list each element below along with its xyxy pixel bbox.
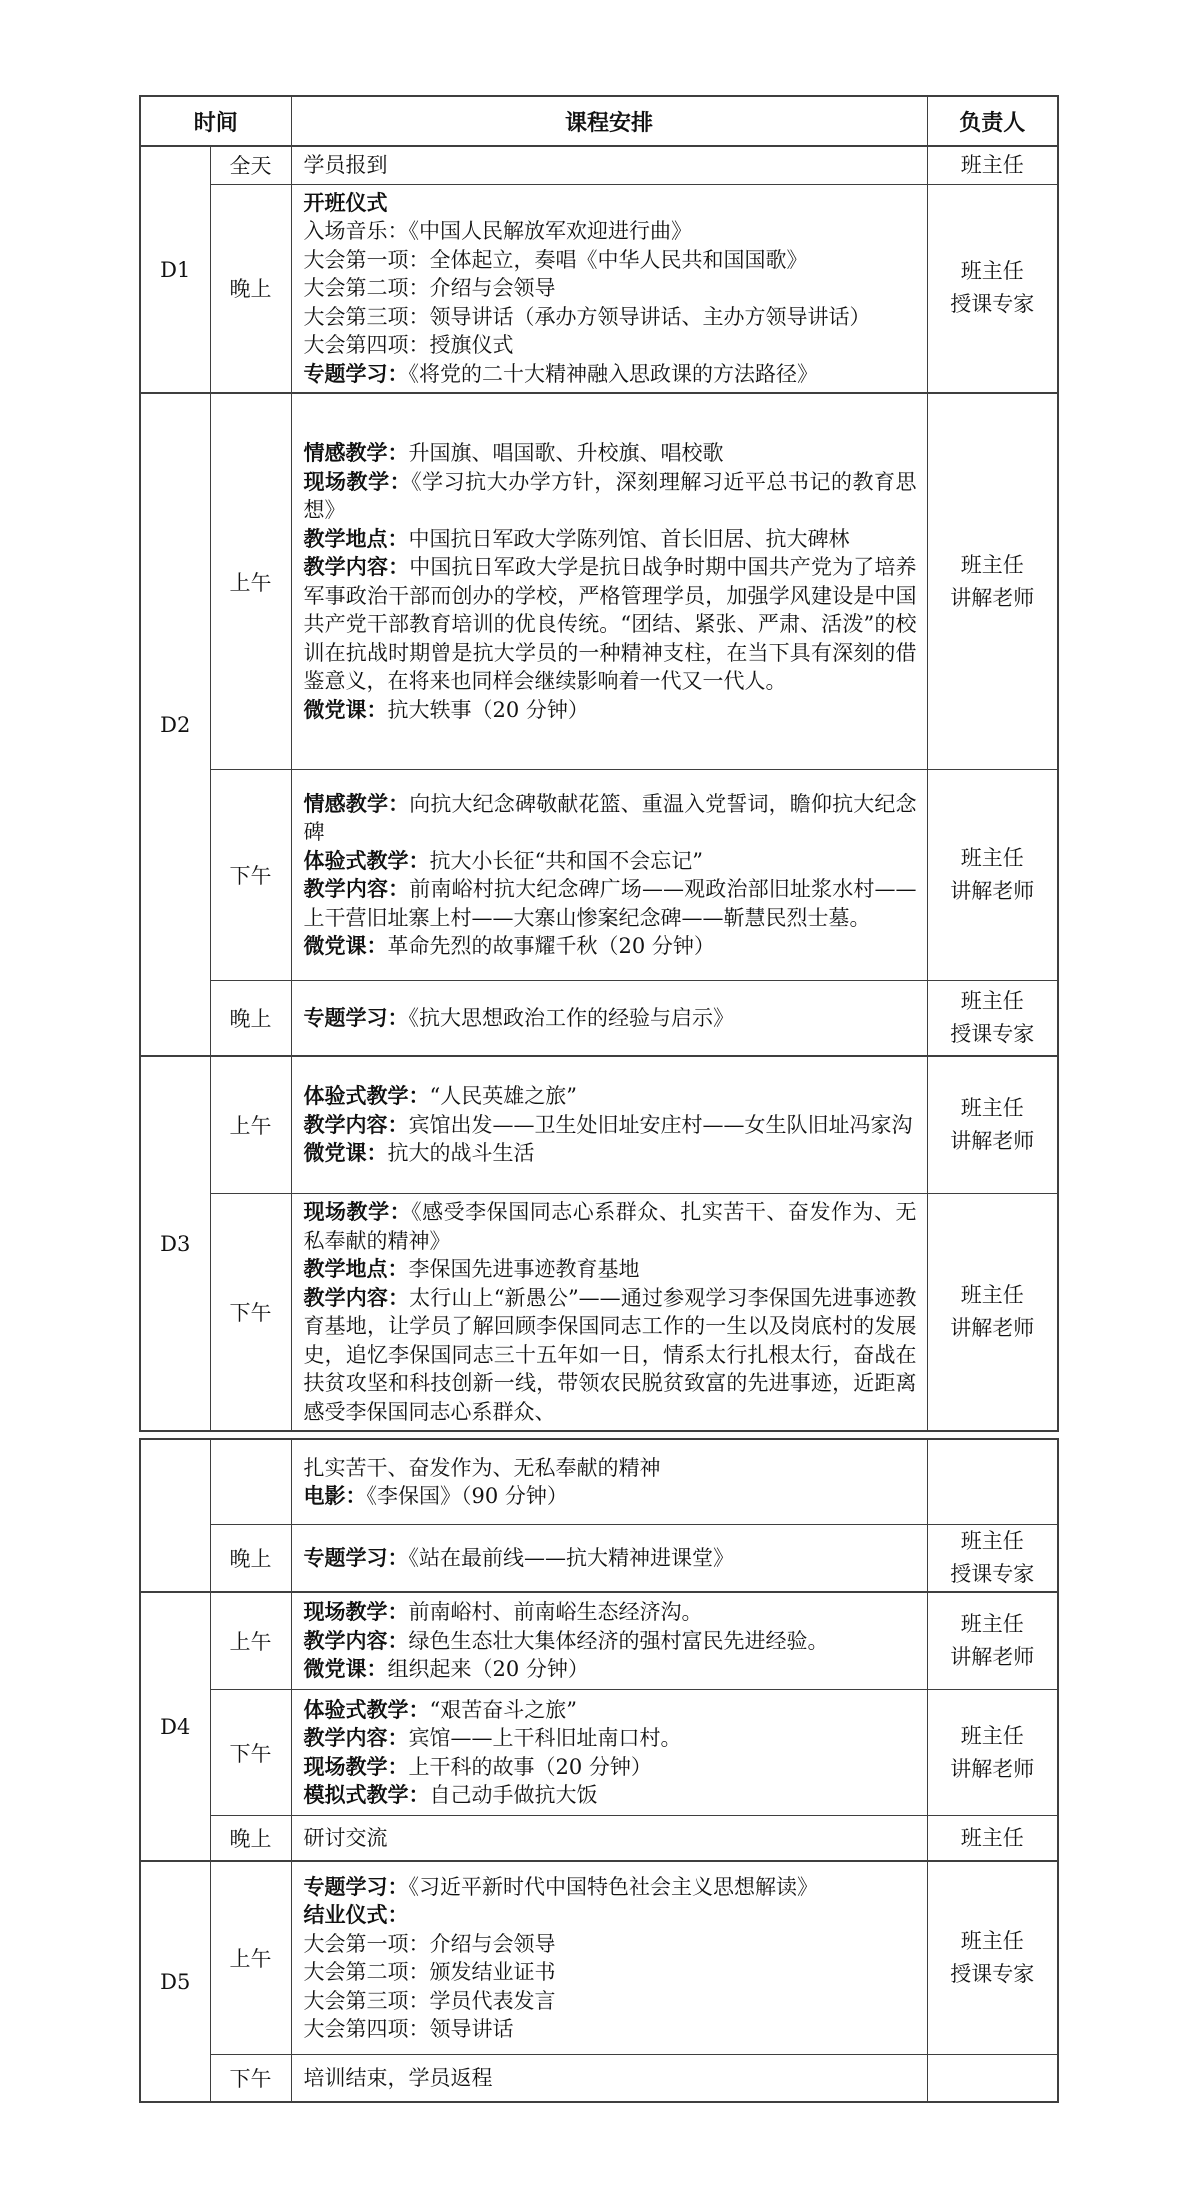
day-cell-d4: D4 [140,1592,210,1861]
line-label: 现场教学： [303,468,412,494]
line-text: 抗大的战斗生活 [387,1141,535,1166]
line-text: 扎实苦干、奋发作为、无私奉献的精神 [303,1455,661,1480]
table-row [140,1690,1058,1816]
lead-line: 讲解老师 [950,1756,1035,1781]
lead-line: 讲解老师 [950,1129,1035,1153]
lead-cell [927,1056,1058,1194]
line-text: 自己动手做抗大饭 [429,1783,598,1807]
line-label: 情感教学： [303,790,410,816]
course-line [304,217,917,246]
lead-cell [927,1690,1058,1816]
course-line [304,1284,917,1427]
day-cell-d3: D3 [140,1056,210,1431]
line-label: 结业仪式： [303,1902,409,1927]
lead-cell [927,1592,1058,1690]
course-line [304,525,917,554]
lead-line: 讲解老师 [950,1316,1035,1340]
course-line [304,1696,917,1725]
line-text: 培训结束，学员返程 [303,2065,493,2090]
course-line [304,1255,917,1284]
course-line [304,1482,917,1511]
time-cell: 上午 [210,1056,291,1194]
course-line [304,2064,917,2093]
course-line [304,1901,917,1930]
lead-line: 讲解老师 [950,879,1035,903]
line-text: 大会第四项：领导讲话 [303,2017,514,2041]
course-line [304,1082,917,1111]
lead-cell [927,2055,1058,2103]
line-text: 大会第二项：介绍与会领导 [303,276,556,300]
line-text: 抗大轶事（20 分钟） [387,697,589,722]
course-cell [291,146,927,184]
line-text: 前南峪村抗大纪念碑广场——观政治部旧址浆水村——上干营旧址寨上村——大寨山惨案纪念碑——靳慧民烈士墓。 [303,877,917,930]
course-line [304,1987,917,2016]
course-cell [291,393,927,770]
line-text: 李保国先进事迹教育基地 [408,1257,640,1281]
course-cell [291,1592,927,1690]
line-text: “艰苦奋斗之旅” [429,1697,577,1722]
time-cell: 上午 [210,1592,291,1690]
line-label: 情感教学： [303,440,409,465]
course-schedule-table-page1 [139,95,1059,1432]
lead-cell [927,1816,1058,1862]
time-cell: 下午 [210,1690,291,1816]
lead-cell [927,1861,1058,2055]
course-line [304,360,917,389]
line-label: 教学内容： [303,1284,410,1310]
lead-cell [927,146,1058,184]
course-cell [291,1056,927,1194]
line-text: 向抗大纪念碑敬献花篮、重温入党誓词，瞻仰抗大纪念碑 [303,791,917,844]
document-page [139,95,1057,2103]
line-label: 专题学习： [303,1004,409,1030]
line-text: 大会第二项：颁发结业证书 [303,1960,556,1984]
line-text: 大会第一项：全体起立，奏唱《中华人民共和国国歌》 [303,247,808,272]
table-row [140,2055,1058,2103]
line-text: 《习近平新时代中国特色社会主义思想解读》 [408,1874,818,1899]
line-text: 大会第一项：介绍与会领导 [303,1931,556,1956]
table-row [140,146,1058,184]
line-label: 教学内容： [303,1725,409,1750]
line-label: 教学地点： [303,1256,409,1281]
header-time: 时间 [140,96,291,146]
table-row [140,1194,1058,1432]
course-line [304,274,917,303]
lead-line: 讲解老师 [950,1645,1035,1669]
course-line [304,1627,917,1656]
time-cell: 上午 [210,1861,291,2055]
day-cell-d5: D5 [140,1861,210,2102]
line-label: 教学内容： [303,876,410,901]
lead-line: 班主任 [960,1096,1024,1120]
line-label: 教学内容： [303,1627,409,1653]
line-text: 前南峪村、前南峪生态经济沟。 [408,1600,703,1625]
line-label: 电影： [303,1483,367,1508]
line-text: 中国抗日军政大学陈列馆、首长旧居、抗大碑林 [408,526,850,551]
line-label: 专题学习： [303,1544,409,1570]
table-row [140,981,1058,1057]
table-row [140,770,1058,981]
line-label: 微党课： [303,696,388,722]
course-line [304,1824,917,1853]
table-row [140,1816,1058,1862]
line-text: 上干科的故事（20 分钟） [408,1754,652,1779]
line-label: 专题学习： [303,1873,409,1899]
time-cell: 下午 [210,770,291,981]
lead-line: 班主任 [960,1612,1024,1636]
lead-cell [927,393,1058,770]
line-text: 升国旗、唱国歌、升校旗、唱校歌 [408,441,724,465]
line-label: 教学内容： [303,1111,409,1137]
lead-line: 班主任 [960,259,1024,284]
lead-cell [927,1194,1058,1432]
table-row [140,1525,1058,1593]
lead-cell [927,184,1058,393]
course-line [304,1655,917,1684]
course-line [304,1873,917,1902]
line-label: 现场教学： [303,1199,412,1224]
course-line [304,1198,917,1255]
course-line [304,1781,917,1810]
lead-line: 讲解老师 [950,585,1035,610]
course-line [304,847,917,876]
lead-line: 班主任 [960,1825,1024,1850]
line-text: 《感受李保国同志心系群众、扎实苦干、奋发作为、无私奉献的精神》 [303,1200,917,1253]
header-lead: 负责人 [927,96,1058,146]
lead-cell [927,1525,1058,1593]
course-line [304,1930,917,1959]
lead-line: 授课专家 [950,1022,1035,1046]
course-line [304,189,917,218]
lead-line: 班主任 [960,846,1024,870]
time-cell: 晚上 [210,1816,291,1862]
day-cell-empty [140,1439,210,1592]
course-line [304,696,917,725]
course-line [304,1004,917,1033]
line-text: 《站在最前线——抗大精神进课堂》 [408,1545,734,1570]
course-cell [291,1861,927,2055]
course-line [304,1724,917,1753]
course-line [304,790,917,847]
course-line [304,468,917,525]
line-text: 《李保国》（90 分钟） [366,1484,568,1508]
line-label: 体验式教学： [303,1696,430,1722]
lead-cell [927,1439,1058,1525]
line-label: 专题学习： [303,360,409,386]
course-line [304,1958,917,1987]
line-label: 现场教学： [303,1753,409,1779]
time-cell: 晚上 [210,1525,291,1593]
line-text: 《抗大思想政治工作的经验与启示》 [408,1005,735,1030]
line-label: 现场教学： [303,1599,409,1625]
header-row [140,96,1058,146]
course-cell [291,2055,927,2103]
line-text: 入场音乐：《中国人民解放军欢迎进行曲》 [303,219,693,243]
course-line [304,1454,917,1483]
line-text: 组织起来（20 分钟） [387,1657,589,1682]
course-line [304,1598,917,1627]
lead-line: 班主任 [960,1283,1024,1307]
line-text: 太行山上“新愚公”——通过参观学习李保国先进事迹教育基地，让学员了解回顾李保国同志工作的一生以及岗底村的发展史，追忆李保国同志三十五年如一日，情系太行扎根太行，奋战在扶贫攻坚和科技创新一线，带领农民脱贫致富的先进事迹，近距离感受李保国同志心系群众、 [303,1285,917,1424]
course-cell [291,1194,927,1432]
line-text: 宾馆出发——卫生处旧址安庄村——女生队旧址冯家沟 [408,1112,913,1137]
lead-line: 班主任 [960,1723,1024,1748]
course-line [304,1753,917,1782]
course-schedule-table-page2 [139,1438,1059,2103]
course-cell [291,1816,927,1862]
lead-cell [927,770,1058,981]
table-row [140,1056,1058,1194]
day-cell-d2: D2 [140,393,210,1056]
course-cell [291,981,927,1057]
lead-line: 班主任 [960,152,1024,177]
lead-line: 授课专家 [950,1962,1035,1986]
line-text: 《学习抗大办学方针，深刻理解习近平总书记的教育思想》 [303,469,917,522]
header-course: 课程安排 [291,96,927,146]
line-text: 宾馆——上干科旧址南口村。 [408,1726,682,1750]
course-line [304,1139,917,1168]
course-line [304,1111,917,1140]
line-label: 微党课： [303,1140,388,1166]
table-row [140,1439,1058,1525]
line-text: 大会第三项：领导讲话（承办方领导讲话、主办方领导讲话） [303,304,871,329]
table-row [140,184,1058,393]
lead-line: 班主任 [960,1529,1024,1553]
line-text: 研讨交流 [303,1825,388,1850]
line-text: 革命先烈的故事耀千秋（20 分钟） [387,934,715,958]
course-line [304,331,917,360]
course-cell [291,1690,927,1816]
course-cell [291,1439,927,1525]
table-row [140,393,1058,770]
time-cell: 晚上 [210,981,291,1057]
line-text: 中国抗日军政大学是抗日战争时期中国共产党为了培养军事政治干部而创办的学校，严格管理学员，加强学风建设是中国共产党干部教育培训的优良传统。“团结、紧张、严肃、活泼”的校训在抗战时期曾是抗大学员的一种精神支柱，在当下具有深刻的借鉴意义，在将来也同样会继续影响着一代又一代人。 [303,555,917,693]
course-line [304,875,917,932]
line-text: 大会第三项：学员代表发言 [303,1988,556,2013]
line-text: 《将党的二十大精神融入思政课的方法路径》 [408,361,819,386]
course-line [304,1544,917,1573]
line-label: 教学地点： [303,525,409,551]
table-row [140,1861,1058,2055]
lead-line: 班主任 [960,989,1024,1013]
line-text: “人民英雄之旅” [429,1084,577,1109]
line-label: 模拟式教学： [303,1782,430,1807]
course-line [304,246,917,275]
table-row [140,1592,1058,1690]
course-cell [291,184,927,393]
time-cell: 全天 [210,146,291,184]
time-cell: 下午 [210,1194,291,1432]
course-line [304,553,917,696]
time-cell [210,1439,291,1525]
line-label: 教学内容： [303,554,410,579]
line-text: 大会第四项：授旗仪式 [303,333,514,357]
line-label: 体验式教学： [303,847,430,873]
lead-line: 授课专家 [950,1562,1035,1586]
course-cell [291,770,927,981]
line-text: 抗大小长征“共和国不会忘记” [429,848,703,873]
lead-line: 班主任 [960,552,1024,577]
time-cell: 晚上 [210,184,291,393]
course-line [304,303,917,332]
lead-line: 班主任 [960,1929,1024,1953]
course-line [304,2015,917,2044]
line-label: 体验式教学： [303,1083,430,1109]
course-cell [291,1525,927,1593]
line-label: 开班仪式 [303,189,388,215]
line-text: 绿色生态壮大集体经济的强村富民先进经验。 [408,1628,829,1653]
time-cell: 下午 [210,2055,291,2103]
course-line [304,439,917,468]
course-line [304,932,917,961]
line-label: 微党课： [303,1656,388,1682]
line-label: 微党课： [303,933,388,958]
day-cell-d1: D1 [140,146,210,393]
lead-cell [927,981,1058,1057]
line-text: 学员报到 [303,153,388,177]
time-cell: 上午 [210,393,291,770]
lead-line: 授课专家 [950,292,1035,317]
course-line [304,151,917,180]
